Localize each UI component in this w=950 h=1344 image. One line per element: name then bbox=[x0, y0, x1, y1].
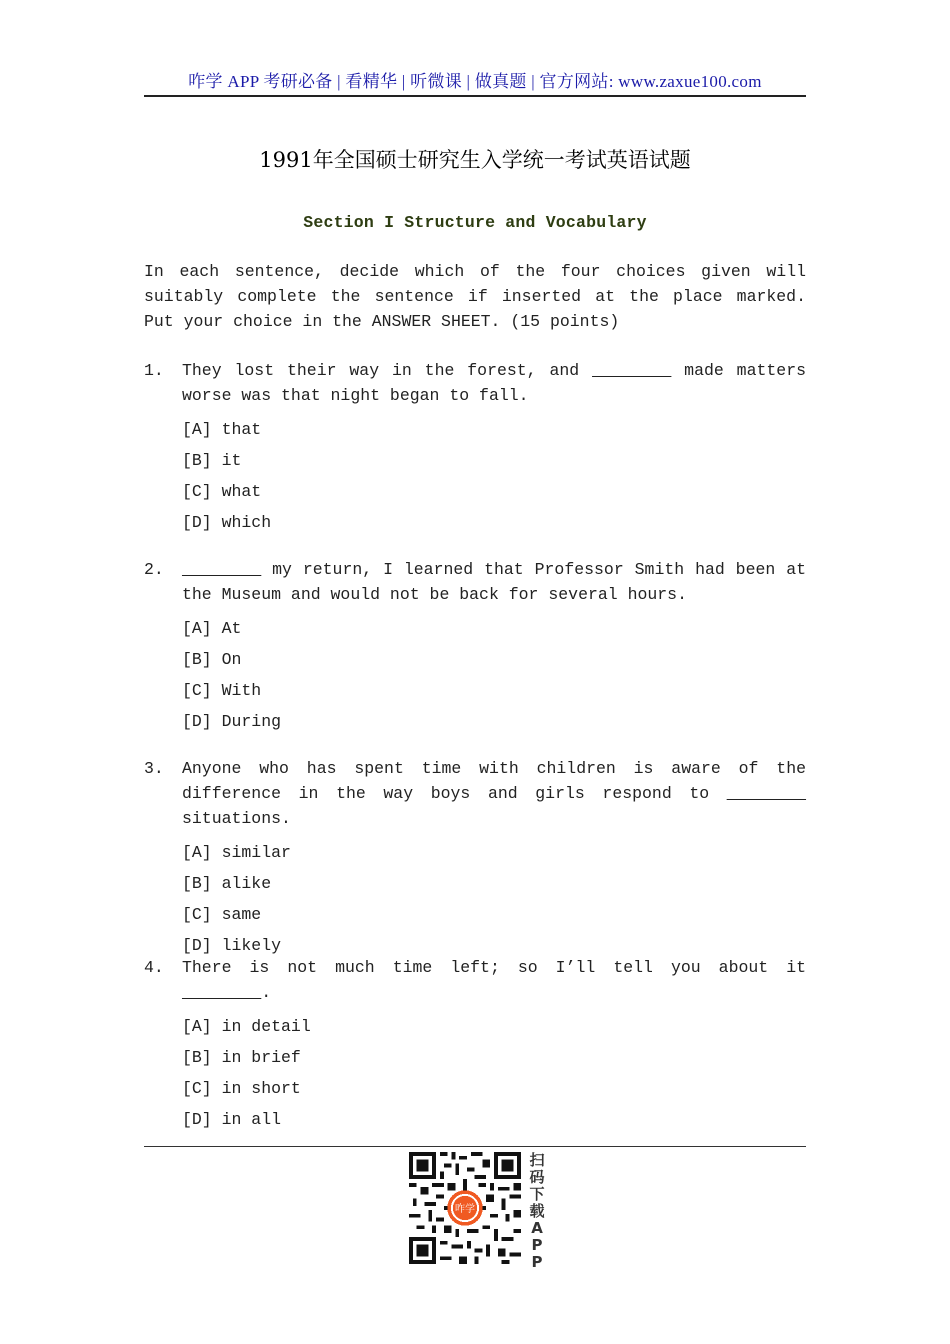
option-a: [A] in detail bbox=[182, 1017, 311, 1036]
document-title: 1991年全国硕士研究生入学统一考试英语试题 bbox=[259, 148, 691, 172]
question-number: 3. bbox=[144, 759, 164, 778]
answer-blank: ________ bbox=[592, 361, 672, 380]
question-text bbox=[182, 756, 806, 831]
qr-caption: 扫码下载APP bbox=[529, 1151, 545, 1271]
question-text-after: my return, I learned that Professor Smith had been at the Museum and would not be back for several hours. bbox=[182, 560, 806, 604]
question-text-before: Anyone who has spent time with children is aware of the difference in the way boys and girls respond to bbox=[182, 759, 806, 803]
footer-divider bbox=[144, 1146, 806, 1147]
option-b: [B] it bbox=[182, 451, 242, 470]
option-b: [B] in brief bbox=[182, 1048, 301, 1067]
option-c: [C] With bbox=[182, 681, 262, 700]
options-list bbox=[182, 613, 806, 737]
question-text-before: There is not much time left; so I’ll tell you about it bbox=[182, 958, 806, 977]
question-text bbox=[182, 955, 806, 1005]
option-d: [D] During bbox=[182, 712, 282, 731]
question-text-after: made matters worse was that night began to fall. bbox=[182, 361, 806, 405]
question-4 bbox=[144, 955, 806, 1135]
question-text-before: They lost their way in the forest, and bbox=[182, 361, 593, 380]
site-header: 咋学 APP 考研必备 | 看精华 | 听微课 | 做真题 | 官方网站: www.zaxue100.com bbox=[188, 72, 762, 91]
qr-code[interactable] bbox=[409, 1152, 521, 1264]
option-d: [D] in all bbox=[182, 1110, 282, 1129]
option-d: [D] which bbox=[182, 513, 272, 532]
question-text-after: situations. bbox=[182, 809, 291, 828]
question-text bbox=[182, 557, 806, 607]
question-text-after: . bbox=[261, 983, 272, 1002]
option-a: [A] similar bbox=[182, 843, 291, 862]
options-list bbox=[182, 1011, 806, 1135]
answer-blank: ________ bbox=[182, 560, 262, 579]
option-c: [C] what bbox=[182, 482, 262, 501]
option-c: [C] same bbox=[182, 905, 262, 924]
instructions: In each sentence, decide which of the four choices given will suitably complete the sentence if inserted at the place marked. Put your choice in the ANSWER SHEET. (15 points) bbox=[144, 262, 806, 331]
question-3 bbox=[144, 756, 806, 961]
section-title: Section I Structure and Vocabulary bbox=[303, 213, 647, 232]
options-list bbox=[182, 414, 806, 538]
header-divider bbox=[144, 95, 806, 97]
options-list bbox=[182, 837, 806, 961]
option-a: [A] that bbox=[182, 420, 262, 439]
question-number: 4. bbox=[144, 958, 164, 977]
option-d: [D] likely bbox=[182, 936, 282, 955]
question-number: 1. bbox=[144, 361, 164, 380]
option-c: [C] in short bbox=[182, 1079, 301, 1098]
question-1 bbox=[144, 358, 806, 538]
option-b: [B] alike bbox=[182, 874, 272, 893]
question-2 bbox=[144, 557, 806, 737]
question-number: 2. bbox=[144, 560, 164, 579]
option-b: [B] On bbox=[182, 650, 242, 669]
option-a: [A] At bbox=[182, 619, 242, 638]
answer-blank: ________ bbox=[182, 983, 262, 1002]
qr-logo-text: 咋学 bbox=[454, 1204, 476, 1216]
answer-blank: ________ bbox=[726, 784, 806, 803]
question-text bbox=[182, 358, 806, 408]
